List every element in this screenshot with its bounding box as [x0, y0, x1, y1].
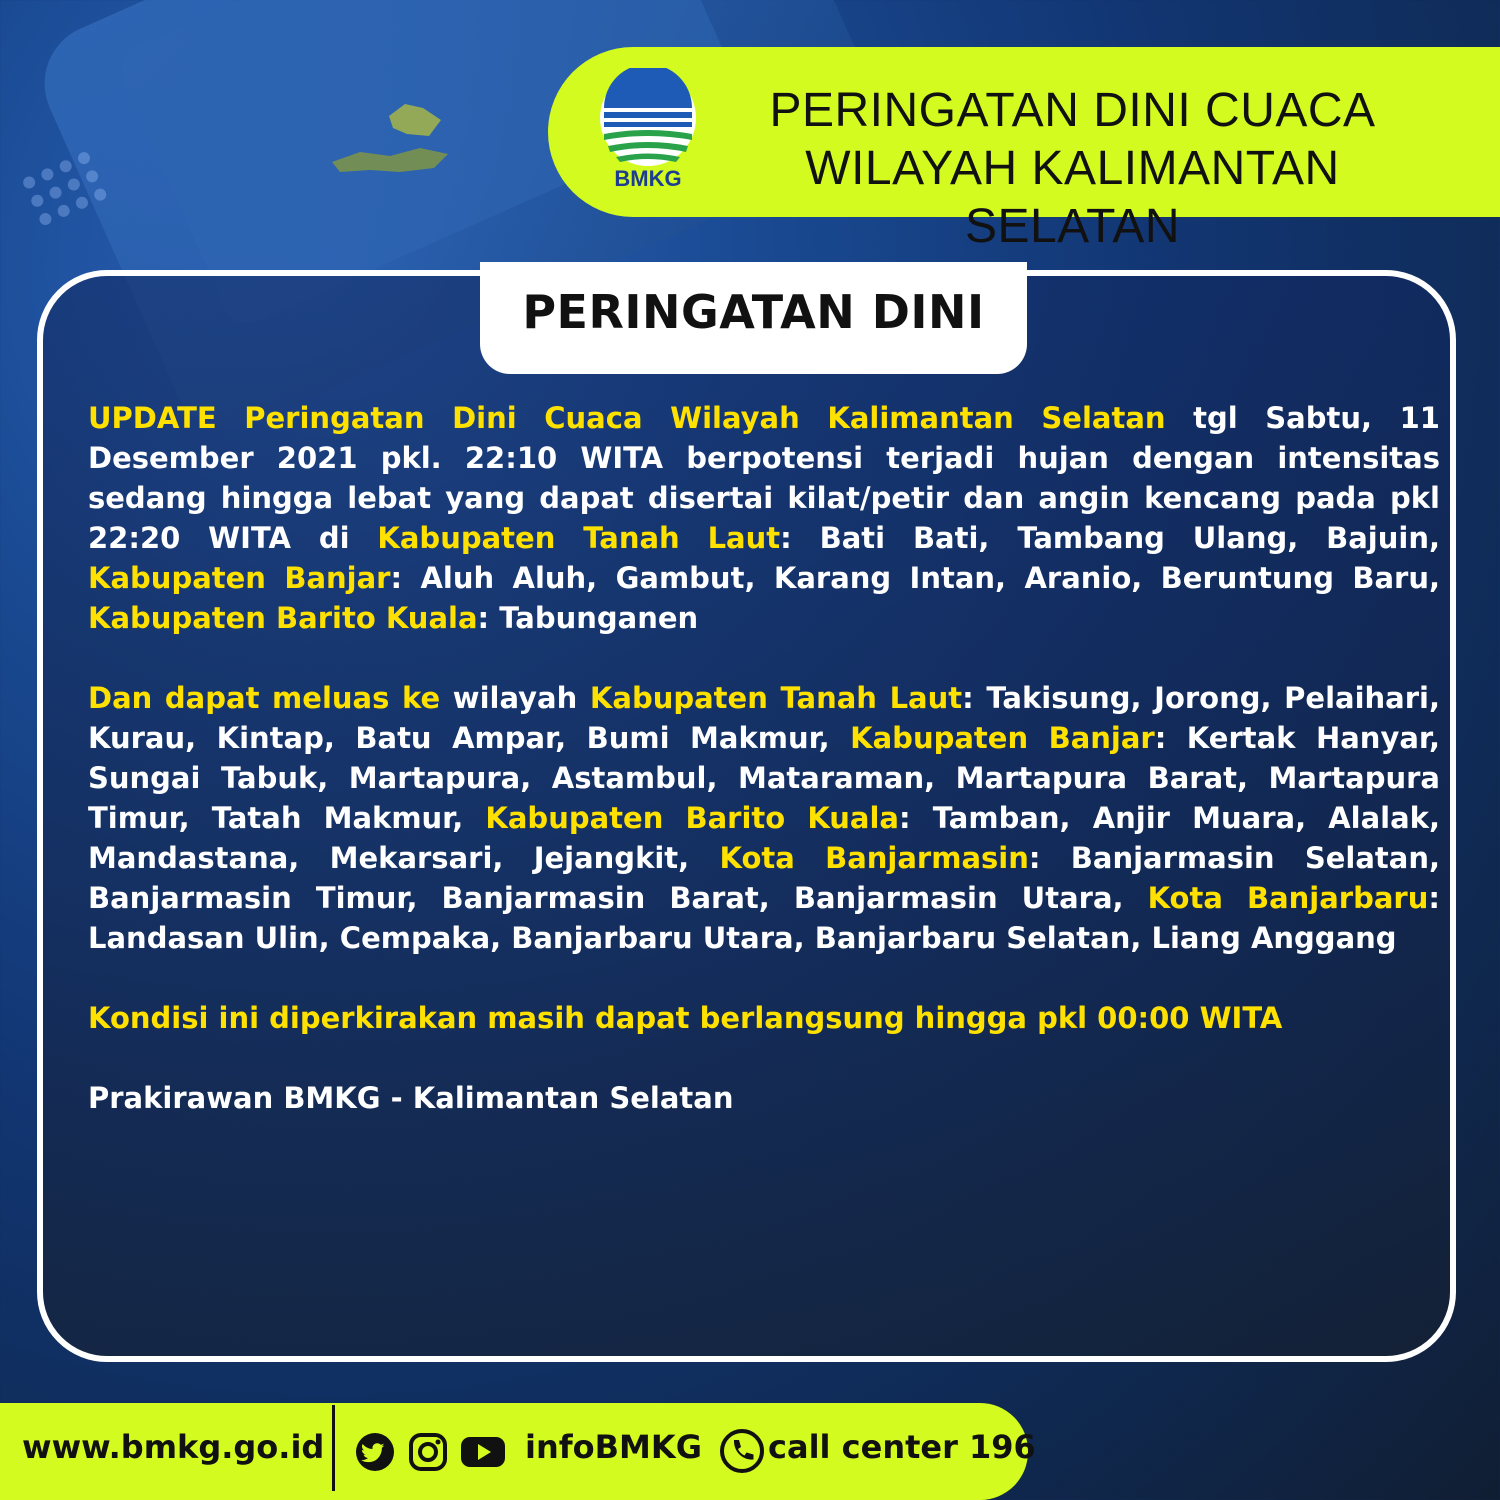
- region-name: Kabupaten Tanah Laut: [589, 681, 963, 715]
- region-name: Kabupaten Barito Kuala: [485, 801, 900, 835]
- phone-icon: [720, 1429, 764, 1473]
- text-segment: : Tabunganen: [477, 601, 699, 635]
- twitter-icon[interactable]: [355, 1432, 395, 1472]
- bmkg-logo-text: BMKG: [614, 166, 682, 191]
- warning-paragraph-1: [88, 398, 1440, 638]
- text-segment: wilayah: [440, 681, 590, 715]
- title-line-2: WILAYAH KALIMANTAN SELATAN: [805, 142, 1340, 253]
- region-name: Kabupaten Tanah Laut: [377, 521, 781, 555]
- warning-paragraph-2: [88, 678, 1440, 958]
- warning-content: [88, 398, 1440, 1158]
- text-segment: tgl Sabtu, 11 Desember 2021 pkl. 22:10 WITA berpotensi terjadi hujan dengan intensitas sedang hingga lebat yang dapat disertai kilat/petir dan angin kencang pada pkl 22:20 WITA di: [88, 401, 1440, 555]
- background-map-island: [330, 138, 450, 178]
- card-title: PERINGATAN DINI: [522, 285, 985, 339]
- text-segment: : Banjarmasin Selatan, Banjarmasin Timur, Banjarmasin Barat, Banjarmasin Utara,: [88, 841, 1440, 915]
- page-title: [700, 82, 1445, 256]
- update-heading: UPDATE Peringatan Dini Cuaca Wilayah Kalimantan Selatan: [88, 401, 1166, 435]
- text-segment: : Tamban, Anjir Muara, Alalak, Mandastana, Mekarsari, Jejangkit,: [88, 801, 1440, 875]
- call-center-link[interactable]: call center 196: [768, 1428, 1036, 1466]
- condition-note: Kondisi ini diperkirakan masih dapat berlangsung hingga pkl 00:00 WITA: [88, 1001, 1283, 1035]
- footer-divider: [332, 1405, 335, 1491]
- region-name: Kabupaten Banjar: [850, 721, 1155, 755]
- social-handle[interactable]: infoBMKG: [525, 1428, 702, 1466]
- text-segment: : Bati Bati, Tambang Ulang, Bajuin,: [780, 521, 1440, 555]
- title-line-1: PERINGATAN DINI CUACA: [769, 84, 1376, 137]
- expansion-heading: Dan dapat meluas ke: [88, 681, 441, 715]
- text-segment: : Kertak Hanyar, Sungai Tabuk, Martapura, Astambul, Mataraman, Martapura Barat, Martapura Timur, Tatah Makmur,: [88, 721, 1440, 835]
- region-name: Kabupaten Banjar: [88, 561, 391, 595]
- region-name: Kota Banjarmasin: [719, 841, 1029, 875]
- text-segment: : Landasan Ulin, Cempaka, Banjarbaru Utara, Banjarbaru Selatan, Liang Anggang: [88, 881, 1440, 955]
- website-link[interactable]: www.bmkg.go.id: [22, 1428, 325, 1466]
- text-segment: : Takisung, Jorong, Pelaihari, Kurau, Kintap, Batu Ampar, Bumi Makmur,: [88, 681, 1440, 755]
- forecaster-signature: Prakirawan BMKG - Kalimantan Selatan: [88, 1081, 734, 1115]
- instagram-icon[interactable]: [408, 1432, 448, 1472]
- text-segment: : Aluh Aluh, Gambut, Karang Intan, Aranio, Beruntung Baru,: [390, 561, 1440, 595]
- region-name: Kota Banjarbaru: [1147, 881, 1429, 915]
- youtube-icon[interactable]: [460, 1432, 506, 1472]
- background-map-island: [385, 98, 445, 140]
- region-name: Kabupaten Barito Kuala: [88, 601, 478, 635]
